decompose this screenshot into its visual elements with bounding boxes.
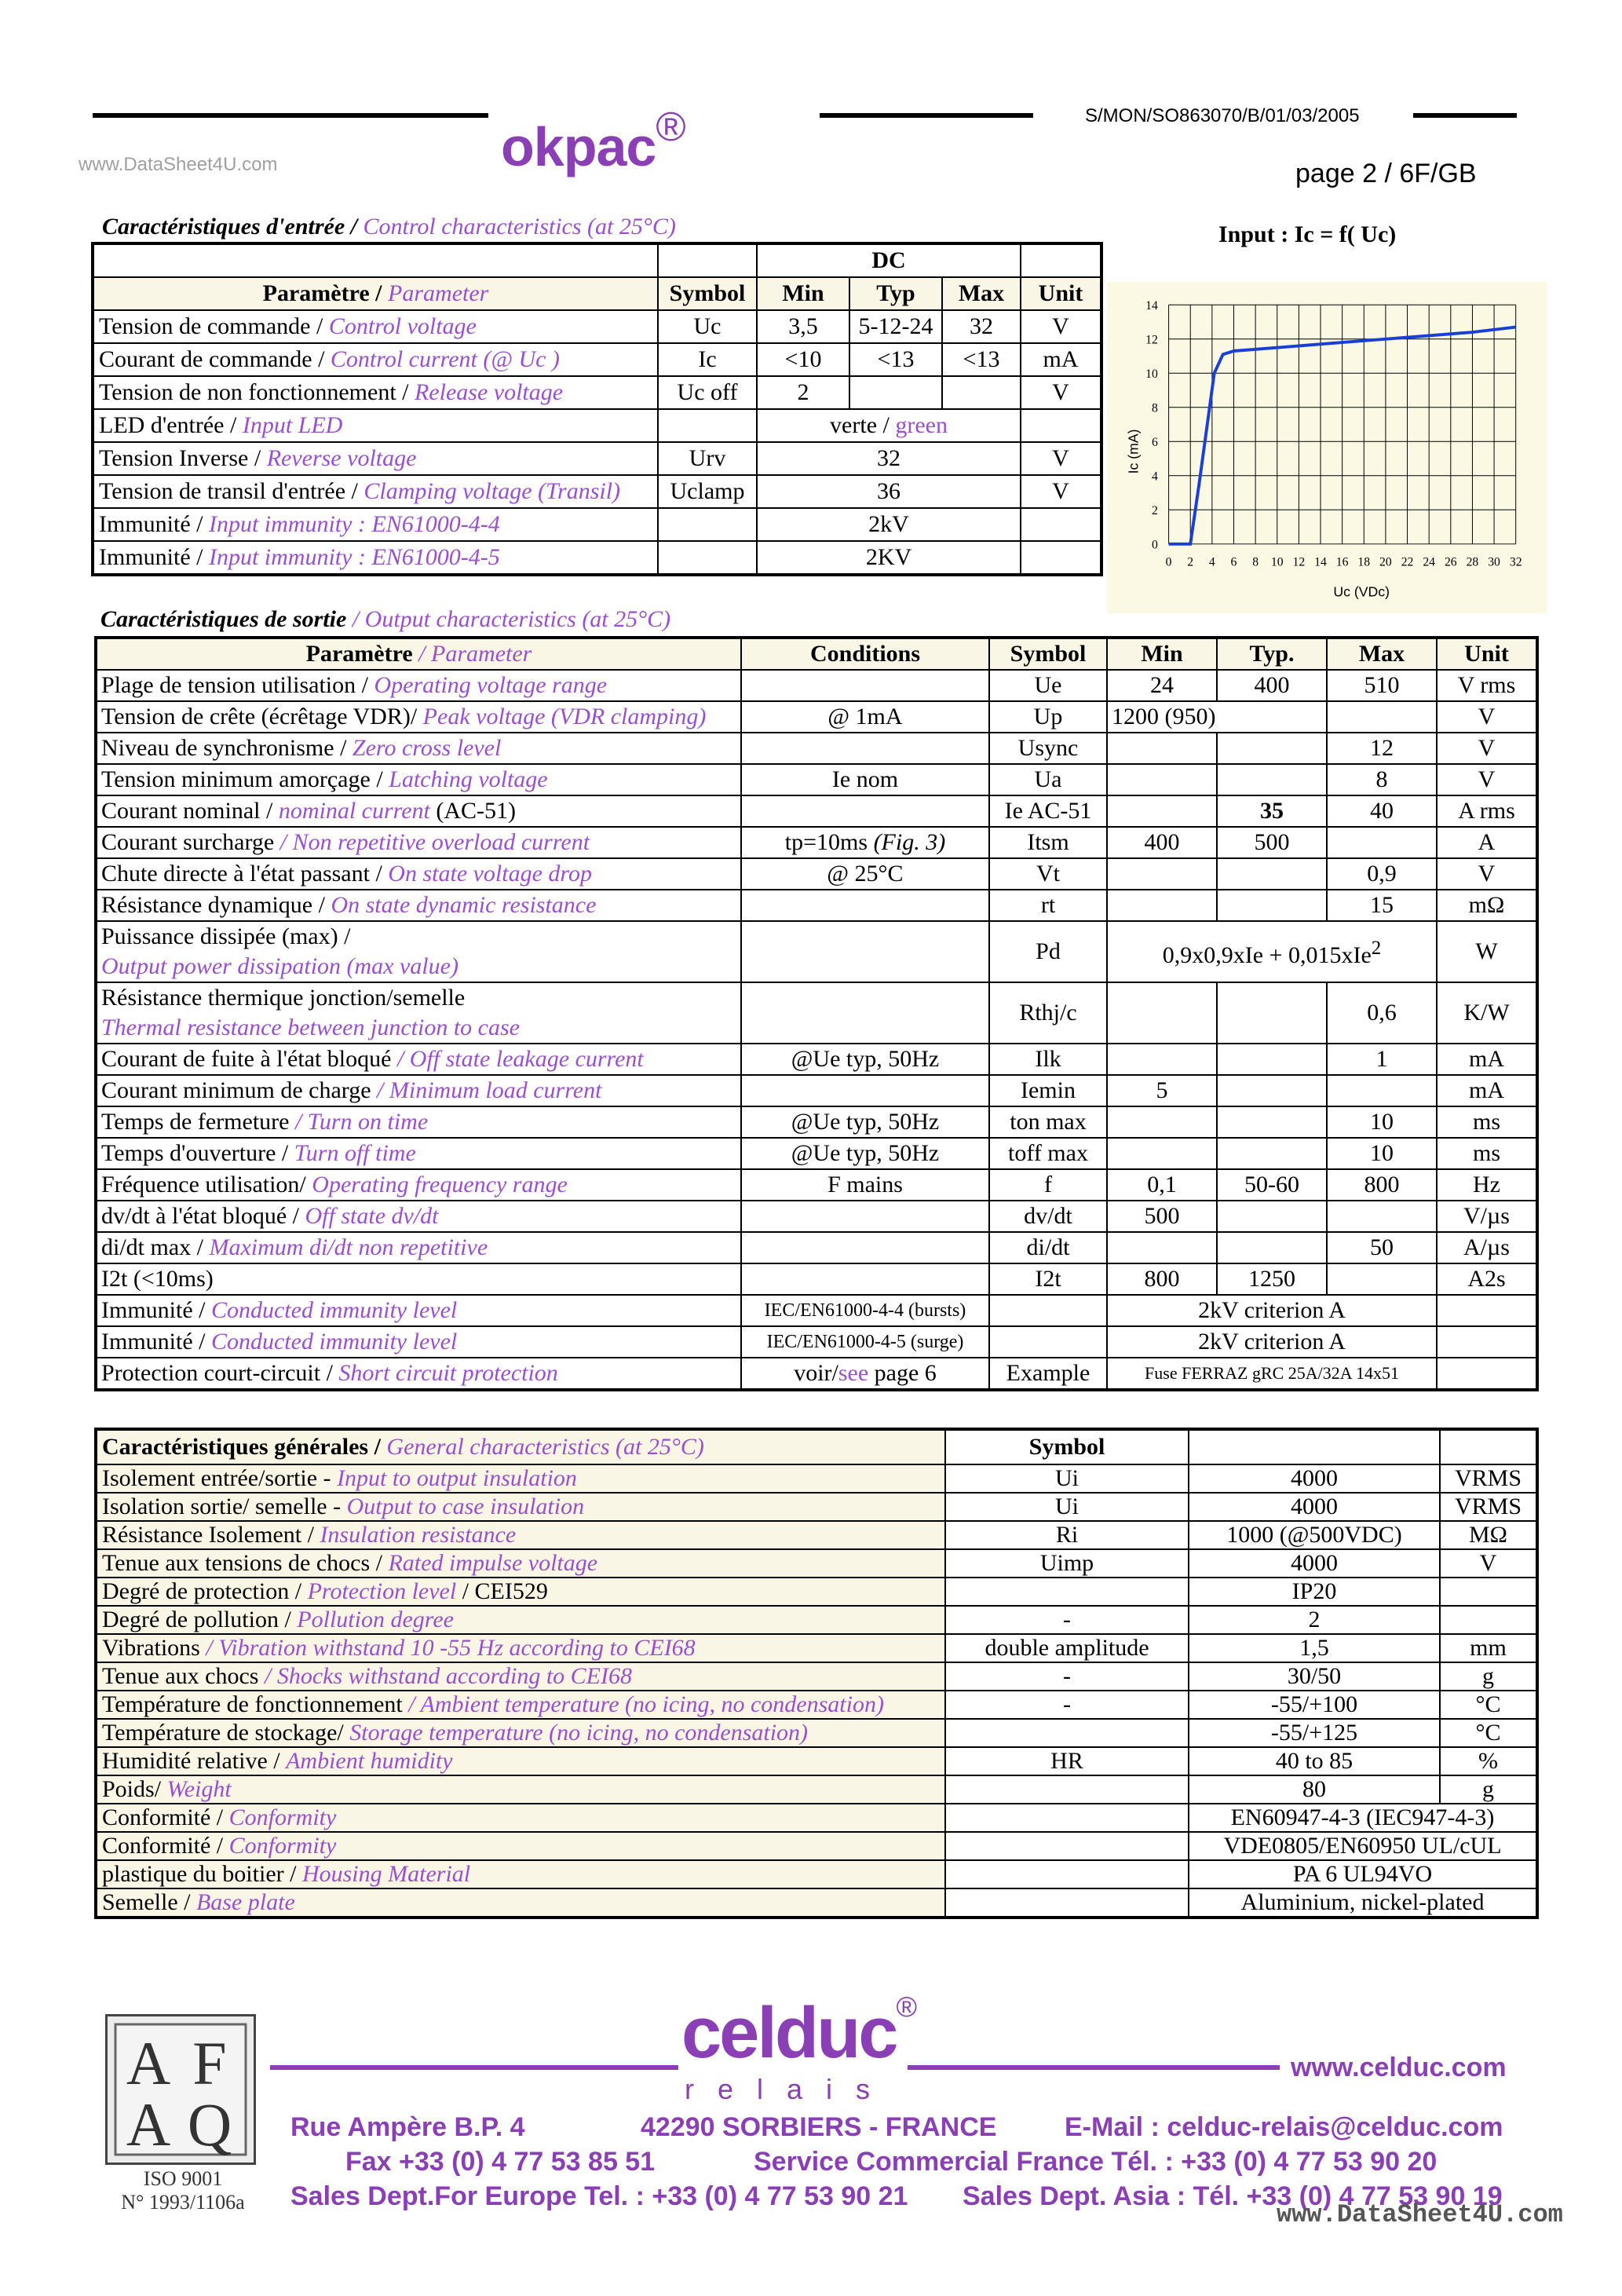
table-row: Temps d'ouverture / Turn off time @Ue typ, 50Hz toff max 10 ms	[96, 1138, 1537, 1169]
table-row: Fréquence utilisation/ Operating frequency range F mains f 0,1 50-60 800 Hz	[96, 1169, 1537, 1201]
table-row: LED d'entrée / Input LED verte / green	[93, 409, 1101, 442]
footer-rule-right	[908, 2065, 1280, 2070]
chart-x-tick-label: 30	[1488, 555, 1500, 569]
table-row: dv/dt à l'état bloqué / Off state dv/dt dv/dt 500 V/µs	[96, 1201, 1537, 1232]
table-row: plastique du boitier / Housing Material PA 6 UL94VO	[96, 1860, 1537, 1888]
watermark-top: www.DataSheet4U.com	[79, 154, 278, 175]
watermark-bottom: www.DataSheet4U.com	[1277, 2200, 1563, 2229]
website-link[interactable]: www.celduc.com	[1291, 2053, 1507, 2082]
chart-x-tick-label: 4	[1208, 555, 1215, 569]
chart-x-tick-label: 18	[1357, 555, 1371, 569]
afaq-letter: A	[126, 2090, 171, 2159]
table-row: Courant surcharge / Non repetitive overload current tp=10ms (Fig. 3) Itsm 400 500 A	[96, 827, 1537, 858]
celduc-relais-text: relais	[685, 2073, 894, 2105]
chart-x-tick-label: 2	[1187, 555, 1194, 569]
afaq-letter: Q	[187, 2090, 232, 2159]
table-row: Tenue aux chocs / Shocks withstand according to CEI68 - 30/50 g	[96, 1662, 1537, 1691]
table-row: Semelle / Base plate Aluminium, nickel-plated	[96, 1888, 1537, 1918]
table-row: Conformité / Conformity VDE0805/EN60950 UL/cUL	[96, 1832, 1537, 1860]
chart-x-tick-label: 10	[1270, 555, 1284, 569]
chart-y-tick-label: 10	[1145, 367, 1158, 382]
table-row: Immunité / Conducted immunity level IEC/EN61000-4-4 (bursts) 2kV criterion A	[96, 1295, 1537, 1326]
table-row: Isolement entrée/sortie - Input to output insulation Ui 4000 VRMS	[96, 1464, 1537, 1493]
table-row: Résistance thermique jonction/semelle Thermal resistance between junction to case Rthj/c 0,6 K/W	[96, 982, 1537, 1044]
table-row: Humidité relative / Ambient humidity HR 40 to 85 %	[96, 1747, 1537, 1775]
document-reference: S/MON/SO863070/B/01/03/2005	[1085, 105, 1360, 126]
table-row: Degré de protection / Protection level / CEI529 IP20	[96, 1578, 1537, 1606]
table-row: di/dt max / Maximum di/dt non repetitive di/dt 50 A/µs	[96, 1232, 1537, 1263]
table-row: I2t (<10ms) I2t 800 1250 A2s	[96, 1263, 1537, 1295]
dc-header: DC	[757, 243, 1021, 277]
chart-x-tick-label: 20	[1379, 555, 1392, 569]
table-row: Tenue aux tensions de chocs / Rated impulse voltage Uimp 4000 V	[96, 1549, 1537, 1578]
chart-y-label: Ic (mA)	[1125, 429, 1142, 474]
header-rule-middle	[820, 113, 1033, 118]
table-row: Tension Inverse / Reverse voltage Urv 32 V	[93, 442, 1101, 475]
afaq-logo	[105, 2014, 256, 2165]
footer-city: 42290 SORBIERS - FRANCE	[641, 2112, 997, 2142]
chart-x-tick-label: 28	[1466, 555, 1479, 569]
table-row: Immunité / Input immunity : EN61000-4-5 2KV	[93, 541, 1101, 575]
table-row: Résistance dynamique / On state dynamic resistance rt 15 mΩ	[96, 890, 1537, 921]
table-row: Niveau de synchronisme / Zero cross level Usync 12 V	[96, 733, 1537, 764]
chart-title: Input : Ic = f( Uc)	[1218, 221, 1397, 247]
input-characteristics-table	[91, 242, 1103, 576]
input-section-title: Caractéristiques d'entrée / Control characteristics (at 25°C)	[102, 214, 676, 239]
chart-x-tick-label: 8	[1252, 555, 1259, 569]
header-rule-right	[1413, 113, 1517, 118]
iso-certification: ISO 9001 N° 1993/1106a	[121, 2167, 245, 2214]
table-row: Résistance Isolement / Insulation resistance Ri 1000 (@500VDC) MΩ	[96, 1521, 1537, 1549]
chart-x-tick-label: 12	[1292, 555, 1306, 569]
chart-x-tick-label: 16	[1335, 555, 1349, 569]
table-header-row: Caractéristiques générales / General characteristics (at 25°C) Symbol	[96, 1429, 1537, 1464]
table-row: Immunité / Conducted immunity level IEC/EN61000-4-5 (surge) 2kV criterion A	[96, 1326, 1537, 1358]
table-row: Tension de crête (écrêtage VDR)/ Peak voltage (VDR clamping) @ 1mA Up 1200 (950) V	[96, 701, 1537, 733]
table-row: Immunité / Input immunity : EN61000-4-4 2kV	[93, 508, 1101, 541]
input-chart	[1107, 259, 1547, 636]
table-row: Puissance dissipée (max) / Output power dissipation (max value) Pd 0,9x0,9xIe + 0,015xIe$^2$ W	[96, 921, 1537, 982]
chart-x-tick-label: 0	[1165, 555, 1172, 569]
table-row: Vibrations / Vibration withstand 10 -55 Hz according to CEI68 double amplitude 1,5 mm	[96, 1634, 1537, 1662]
table-row: Chute directe à l'état passant / On state voltage drop @ 25°C Vt 0,9 V	[96, 858, 1537, 890]
table-row: Tension minimum amorçage / Latching voltage Ie nom Ua 8 V	[96, 764, 1537, 795]
chart-y-tick-label: 2	[1151, 504, 1158, 518]
page-number: page 2 / 6F/GB	[1295, 159, 1477, 188]
footer-address: Rue Ampère B.P. 4	[290, 2112, 525, 2142]
footer-service: Service Commercial France Tél. : +33 (0) 4 77 53 90 20	[754, 2147, 1438, 2177]
table-row: Conformité / Conformity EN60947-4-3 (IEC947-4-3)	[96, 1804, 1537, 1832]
general-characteristics-table	[94, 1428, 1539, 1919]
footer-fax: Fax +33 (0) 4 77 53 85 51	[345, 2147, 656, 2177]
chart-y-tick-label: 0	[1151, 538, 1158, 552]
table-row: Courant minimum de charge / Minimum load current Iemin 5 mA	[96, 1075, 1537, 1106]
chart-x-tick-label: 6	[1230, 555, 1237, 569]
afaq-letter: F	[192, 2029, 227, 2097]
chart-x-tick-label: 14	[1314, 555, 1327, 569]
afaq-letter: A	[126, 2029, 171, 2097]
output-characteristics-table	[94, 636, 1539, 1391]
table-row: Courant de fuite à l'état bloqué / Off state leakage current @Ue typ, 50Hz Ilk 1 mA	[96, 1044, 1537, 1075]
chart-x-label: Uc (VDc)	[1333, 583, 1390, 600]
footer-email[interactable]: E-Mail : celduc-relais@celduc.com	[1065, 2112, 1503, 2142]
table-row: Température de fonctionnement / Ambient temperature (no icing, no condensation) - -55/+100 °C	[96, 1691, 1537, 1719]
table-row: Tension de non fonctionnement / Release voltage Uc off 2 V	[93, 376, 1101, 409]
chart-x-tick-label: 26	[1444, 555, 1457, 569]
output-section-title: Caractéristiques de sortie / Output characteristics (at 25°C)	[100, 606, 671, 632]
table-row	[93, 243, 1101, 277]
chart-y-tick-label: 6	[1151, 436, 1158, 450]
celduc-logo: celduc®	[681, 1991, 917, 2073]
chart-y-tick-label: 4	[1151, 470, 1158, 484]
table-row: Courant de commande / Control current (@ Uc ) Ic <10 <13 <13 mA	[93, 343, 1101, 376]
table-row: Poids/ Weight 80 g	[96, 1775, 1537, 1804]
table-row: Plage de tension utilisation / Operating voltage range Ue 24 400 510 V rms	[96, 670, 1537, 701]
footer-sales-asia: Sales Dept. Asia : Tél. +33 (0) 4 77 53 90 19	[963, 2181, 1503, 2211]
footer-rule-left	[270, 2065, 678, 2070]
header-rule-left	[93, 113, 488, 118]
product-name: okpac®	[501, 104, 685, 177]
table-row: Isolation sortie/ semelle - Output to case insulation Ui 4000 VRMS	[96, 1493, 1537, 1521]
chart-x-tick-label: 32	[1509, 555, 1522, 569]
table-row: Temps de fermeture / Turn on time @Ue typ, 50Hz ton max 10 ms	[96, 1106, 1537, 1138]
table-row: Tension de commande / Control voltage Uc 3,5 5-12-24 32 V	[93, 310, 1101, 343]
table-row: Température de stockage/ Storage temperature (no icing, no condensation) -55/+125 °C	[96, 1719, 1537, 1747]
chart-x-tick-label: 24	[1423, 555, 1436, 569]
table-row: Courant nominal / nominal current (AC-51) Ie AC-51 35 40 A rms	[96, 795, 1537, 827]
chart-y-tick-label: 8	[1151, 401, 1158, 415]
table-row: Protection court-circuit / Short circuit protection voir/see page 6 Example Fuse FERRAZ gRC 25A/32A 14x51	[96, 1358, 1537, 1390]
footer-sales-europe: Sales Dept.For Europe Tel. : +33 (0) 4 77 53 90 21	[290, 2181, 908, 2211]
chart-y-tick-label: 12	[1145, 333, 1158, 347]
table-row: Degré de pollution / Pollution degree - 2	[96, 1606, 1537, 1634]
table-header-row: Paramètre / Parameter Conditions Symbol Min Typ. Max Unit	[96, 638, 1537, 670]
table-row: Tension de transil d'entrée / Clamping voltage (Transil) Uclamp 36 V	[93, 475, 1101, 508]
chart-x-tick-label: 22	[1401, 555, 1414, 569]
chart-y-tick-label: 14	[1145, 299, 1158, 313]
table-header-row: Paramètre / Parameter Symbol Min Typ Max Unit	[93, 277, 1101, 310]
